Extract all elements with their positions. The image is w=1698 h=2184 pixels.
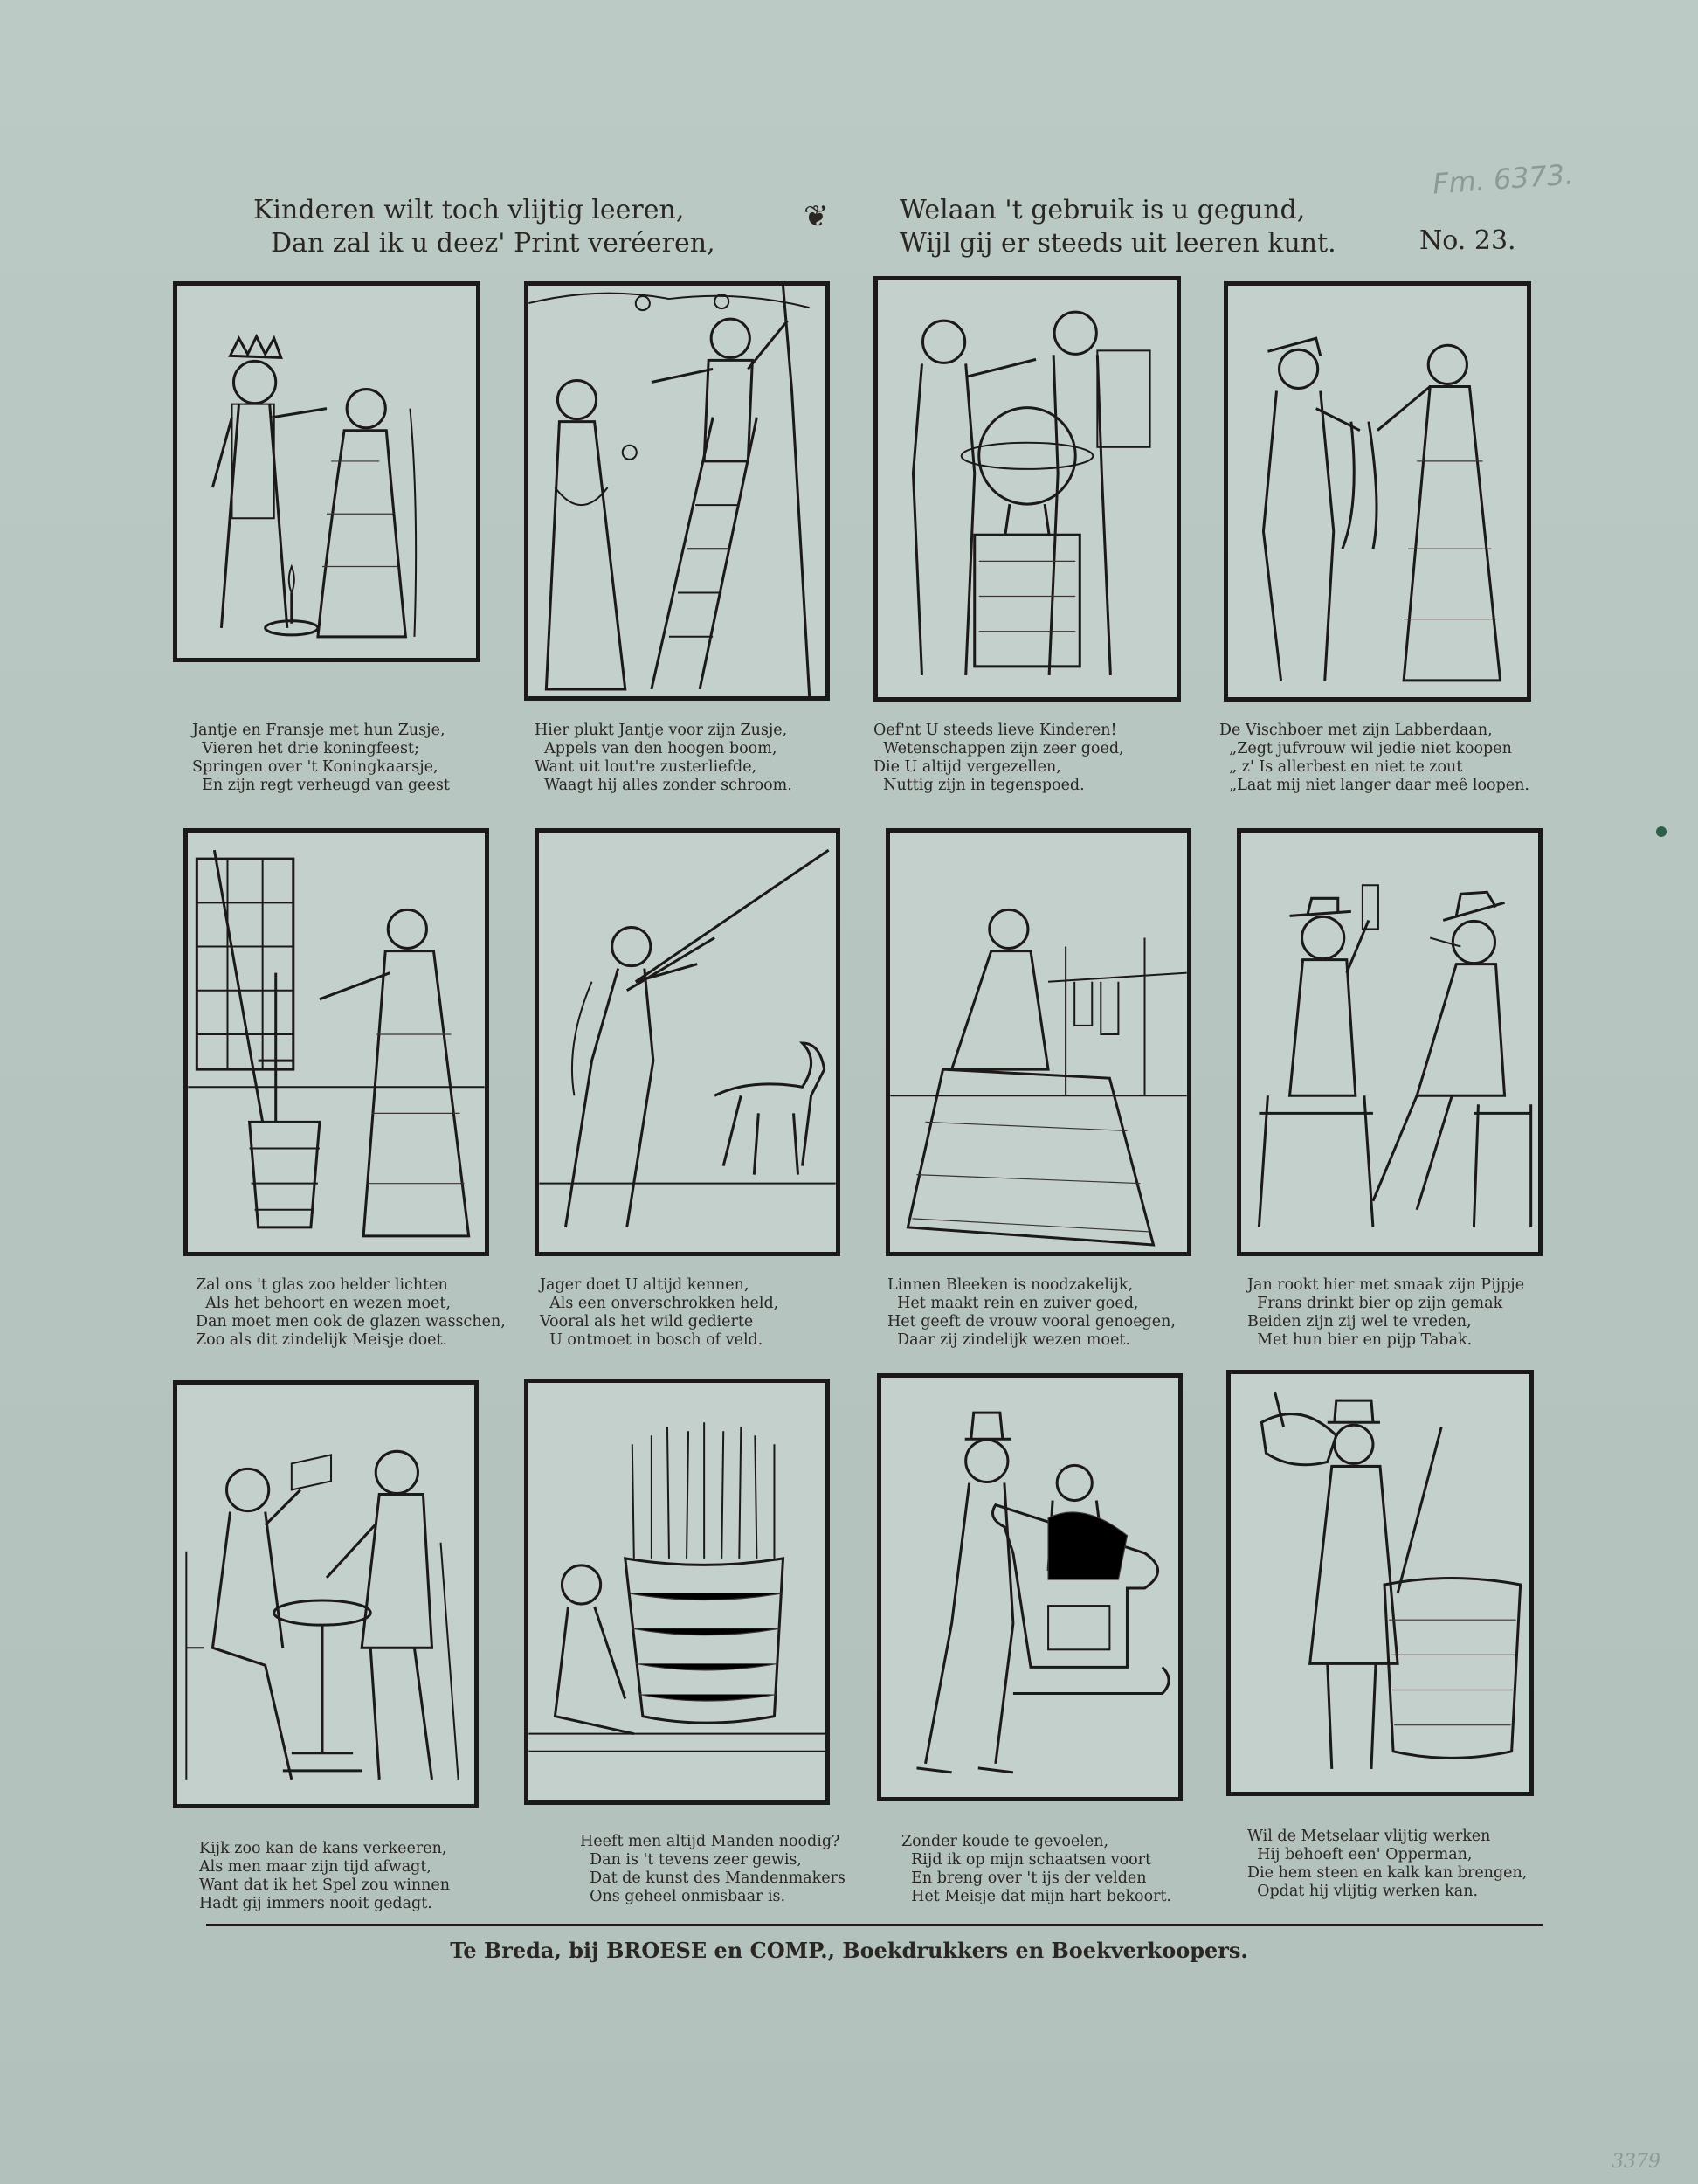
header-left-line-2: Dan zal ik u deez' Print veréeren, xyxy=(271,228,715,259)
panel-9-woodcut xyxy=(173,1380,479,1808)
panel-2-verse: Hier plukt Jantje voor zijn Zusje, Appels van den hoogen boom, Want uit lout're zusterliefde, Waagt hij alles zonder schroom. xyxy=(535,722,792,794)
basket-maker-icon xyxy=(528,1383,825,1800)
printer-imprint: Te Breda, bij BROESE en COMP., Boekdrukkers en Boekverkoopers. xyxy=(450,1938,1248,1963)
boy-on-ladder-picking-apples-icon xyxy=(528,286,825,696)
panel-12-verse: Wil de Metselaar vlijtig werken Hij behoeft een' Opperman, Die hem steen en kalk kan brengen, Opdat hij vlijtig werken kan. xyxy=(1247,1828,1528,1900)
panel-3-verse: Oef'nt U steeds lieve Kinderen! Wetenschappen zijn zeer goed, Die U altijd vergezellen, Nuttig zijn in tegenspoed. xyxy=(873,722,1124,794)
header-left-line-1: Kinderen wilt toch vlijtig leeren, xyxy=(253,195,685,225)
corner-pencil-mark: 3379 xyxy=(1612,2151,1660,2173)
panel-10-woodcut xyxy=(524,1379,830,1805)
fish-seller-and-woman-icon xyxy=(1228,286,1527,697)
panel-8-woodcut xyxy=(1237,828,1543,1256)
hunter-with-dog-icon xyxy=(539,833,836,1252)
crowned-boy-and-candle-icon xyxy=(177,286,476,658)
panel-4-verse: De Vischboer met zijn Labberdaan, „Zegt jufvrouw wil jedie niet koopen „ z' Is allerbest en niet te zout „Laat mij niet langer daar meê loopen. xyxy=(1219,722,1529,794)
flower-ornament-icon: ❦ xyxy=(804,199,829,234)
panel-7-verse: Linnen Bleeken is noodzakelijk, Het maakt rein en zuiver goed, Het geeft de vrouw vooral genoegen, Daar zij zindelijk wezen moet. xyxy=(887,1276,1176,1349)
panel-6-woodcut xyxy=(535,828,840,1256)
men-drinking-and-smoking-icon xyxy=(1241,833,1538,1252)
header-left-couplet xyxy=(253,194,715,260)
boys-with-globe-icon xyxy=(878,280,1177,697)
card-players-icon xyxy=(177,1385,474,1804)
header-right-line-2: Wijl gij er steeds uit leeren kunt. xyxy=(900,228,1336,259)
panel-4-woodcut xyxy=(1224,281,1531,702)
skater-with-sled-icon xyxy=(881,1378,1178,1797)
hod-carrier-with-mortar-tub-icon xyxy=(1231,1374,1529,1792)
panel-5-woodcut xyxy=(183,828,489,1256)
panel-8-verse: Jan rookt hier met smaak zijn Pijpje Frans drinkt bier op zijn gemak Beiden zijn zij wel te vreden, Met hun bier en pijp Tabak. xyxy=(1247,1276,1525,1349)
catalog-note: Fm. 6373. xyxy=(1431,157,1575,201)
header-right-line-1: Welaan 't gebruik is u gegund, xyxy=(900,195,1306,225)
sheet-number: No. 23. xyxy=(1419,225,1516,256)
woman-bleaching-linen-icon xyxy=(890,833,1187,1252)
panel-6-verse: Jager doet U altijd kennen, Als een onverschrokken held, Vooral als het wild gedierte U ontmoet in bosch of veld. xyxy=(540,1276,779,1349)
panel-10-verse: Heeft men altijd Manden noodig? Dan is 't tevens zeer gewis, Dat de kunst des Mandenmakers Ons geheel onmisbaar is. xyxy=(580,1833,846,1905)
girl-washing-windows-icon xyxy=(188,833,485,1252)
panel-1-verse: Jantje en Fransje met hun Zusje, Vieren het drie koningfeest; Springen over 't Koningkaarsje, En zijn regt verheugd van geest xyxy=(192,722,450,794)
panel-12-woodcut xyxy=(1226,1370,1534,1796)
panel-9-verse: Kijk zoo kan de kans verkeeren, Als men maar zijn tijd afwagt, Want dat ik het Spel zou winnen Hadt gij immers nooit gedagt. xyxy=(199,1840,451,1912)
panel-5-verse: Zal ons 't glas zoo helder lichten Als het behoort en wezen moet, Dan moet men ook de glazen wasschen, Zoo als dit zindelijk Meisje doet. xyxy=(196,1276,506,1349)
panel-3-woodcut xyxy=(873,276,1181,702)
panel-7-woodcut xyxy=(886,828,1191,1256)
panel-11-verse: Zonder koude te gevoelen, Rijd ik op mijn schaatsen voort En breng over 't ijs der velden Het Meisje dat mijn hart bekoort. xyxy=(901,1833,1172,1905)
ink-spot xyxy=(1656,826,1667,837)
panel-1-woodcut xyxy=(173,281,480,662)
panel-2-woodcut xyxy=(524,281,830,701)
imprint-rule xyxy=(206,1924,1543,1926)
header-right-couplet xyxy=(900,194,1336,260)
panel-11-woodcut xyxy=(877,1373,1183,1801)
